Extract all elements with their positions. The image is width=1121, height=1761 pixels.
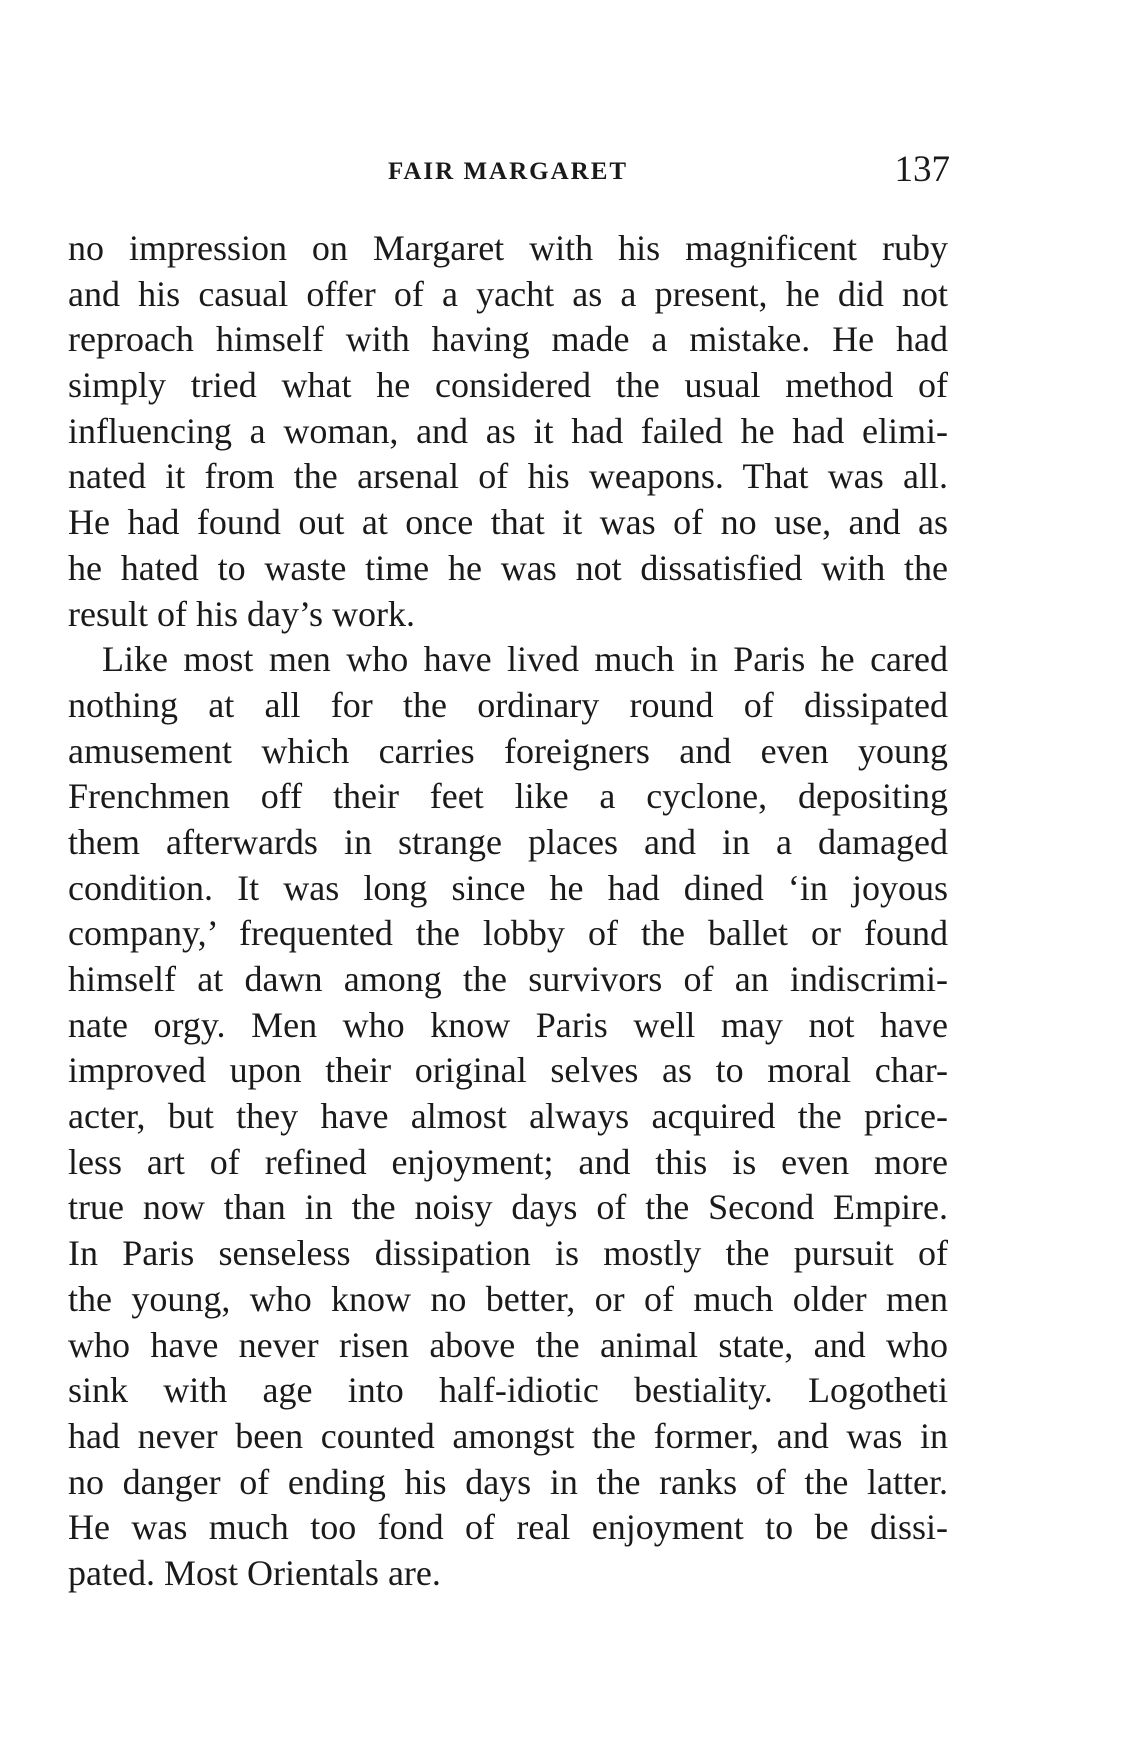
text-line: improved upon their original selves as to moral char- xyxy=(68,1050,948,1091)
text-line: company,’ frequented the lobby of the ballet or found xyxy=(68,913,948,954)
text-line: nate orgy. Men who know Paris well may not have xyxy=(68,1004,948,1045)
text-line: condition. It was long since he had dined ‘in joyous xyxy=(68,867,948,908)
text-line: and his casual offer of a yacht as a present, he did not xyxy=(68,273,948,314)
page-number: 137 xyxy=(894,149,950,190)
paragraph xyxy=(68,226,948,637)
text-line: himself at dawn among the survivors of an indiscrimi- xyxy=(68,959,948,999)
text-line: had never been counted amongst the former, and was in xyxy=(68,1415,948,1456)
running-head xyxy=(68,148,948,198)
text-line: result of his day’s work. xyxy=(68,593,415,634)
text-line: less art of refined enjoyment; and this is even more xyxy=(68,1141,948,1182)
text-line: nothing at all for the ordinary round of dissipated xyxy=(68,684,948,725)
text-line: He had found out at once that it was of no use, and as xyxy=(68,502,948,543)
text-line: influencing a woman, and as it had failed he had elimi- xyxy=(68,410,948,451)
text-line: reproach himself with having made a mistake. He had xyxy=(68,319,948,360)
text-line: true now than in the noisy days of the Second Empire. xyxy=(68,1187,948,1228)
text-line: them afterwards in strange places and in a damaged xyxy=(68,821,948,862)
text-line: simply tried what he considered the usual method of xyxy=(68,365,948,406)
text-line: In Paris senseless dissipation is mostly the pursuit of xyxy=(68,1233,948,1274)
running-title: FAIR MARGARET xyxy=(387,158,629,185)
paragraph xyxy=(68,637,948,1596)
text-line: amusement which carries foreigners and even young xyxy=(68,730,948,771)
text-line: sink with age into half-idiotic bestiality. Logotheti xyxy=(68,1370,948,1411)
text-line: He was much too fond of real enjoyment to be dissi- xyxy=(68,1507,948,1548)
text-line: no danger of ending his days in the ranks of the latter. xyxy=(68,1461,948,1502)
text-line: Frenchmen off their feet like a cyclone, depositing xyxy=(68,776,948,817)
text-line: the young, who know no better, or of much older men xyxy=(68,1278,948,1319)
text-line: acter, but they have almost always acquired the price- xyxy=(68,1096,948,1137)
text-line: no impression on Margaret with his magnificent ruby xyxy=(68,228,948,268)
text-line: pated. Most Orientals are. xyxy=(68,1552,441,1593)
text-line: he hated to waste time he was not dissatisfied with the xyxy=(68,547,948,588)
body-text xyxy=(68,226,948,1597)
text-line: Like most men who have lived much in Paris he cared xyxy=(102,639,948,680)
text-line: nated it from the arsenal of his weapons. That was all. xyxy=(68,456,948,497)
text-line: who have never risen above the animal state, and who xyxy=(68,1324,948,1365)
